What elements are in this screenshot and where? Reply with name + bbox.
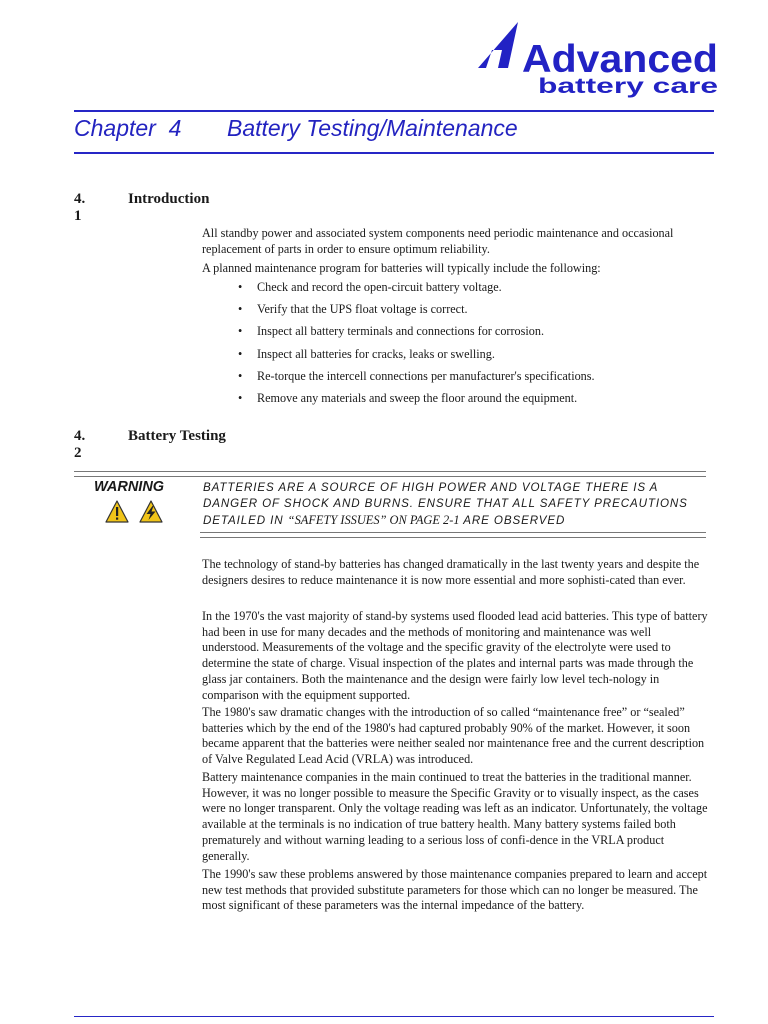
- footer-rule: [74, 1016, 714, 1017]
- logo-word-battery-care: battery care: [538, 75, 718, 98]
- section-title: Battery Testing: [128, 428, 226, 444]
- body-paragraph: The technology of stand-by batteries has changed dramatically in the last twenty years and despite the designers desires to reduce maintenance it is now more essential and more sophisti-cated than ever.: [202, 557, 700, 587]
- intro-paragraph: All standby power and associated system components need periodic maintenance and occasional replacement of parts in order to ensure optimum reliability.: [202, 226, 674, 256]
- logo-word-advanced: Advanced: [522, 38, 718, 81]
- warning-rule-bottom: [200, 532, 706, 538]
- warning-rule-top: [74, 471, 706, 477]
- company-logo: [470, 18, 722, 104]
- section-number: 4. 1: [74, 191, 86, 224]
- chapter-name: Battery Testing/Maintenance: [227, 115, 518, 141]
- warning-label: WARNING: [94, 479, 165, 495]
- body-paragraph: The 1980's saw dramatic changes with the introduction of so called “maintenance free” or “sealed” batteries which by the end of the 1980's had captured probably 90% of the market. However, it soon became apparent that the batteries were neither sealed nor maintenance free and the current description of Valve Regulated Lead Acid (VRLA) was introduced.: [202, 705, 705, 767]
- body-paragraph: In the 1970's the vast majority of stand-by systems used flooded lead acid batteries. This type of battery had been in use for many decades and the methods of monitoring and maintenance was well understood. Measurements of the voltage and the specific gravity of the electrolyte were used to determine the state of charge. Visual inspection of the plates and internal parts was made through the glass jar containers. Both the maintenance and the design were fairly low level tech-nology in comparison with the equipment supported.: [202, 609, 708, 702]
- chapter-title-bar: [74, 110, 714, 154]
- body-paragraph: The 1990's saw these problems answered by those maintenance companies prepared to learn and accept new test methods that provided substitute parameters for those which can no longer be measured. The most significant of these parameters was the internal impedance of the battery.: [202, 867, 708, 913]
- electrical-hazard-icon: [140, 501, 162, 522]
- warning-text: BATTERIES ARE A SOURCE OF HIGH POWER AND VOLTAGE THERE IS A DANGER OF SHOCK AND BURNS. ENSURE THAT ALL SAFETY PRECAUTIONS DETAILED IN “SAFETY ISSUES” ON PAGE 2-1 ARE OBSERVED: [203, 481, 688, 527]
- warning-cross-reference: “SAFETY ISSUES” ON PAGE 2-1: [287, 513, 460, 527]
- body-paragraph: Battery maintenance companies in the main continued to treat the batteries in the traditional manner. However, it was no longer possible to measure the Specific Gravity or to visually inspect, as the cases were no longer transparent. Only the voltage reading was left as an indicator. Unfortunately, the voltage available at the terminals is no indication of true battery health. Many battery systems failed both prematurely and without warning leading to a serious loss of confi-dence in the VRLA product generally.: [202, 770, 708, 863]
- section-number: 4. 2: [74, 428, 86, 461]
- warning-icons: [105, 500, 167, 524]
- section-title: Introduction: [128, 191, 210, 207]
- intro-list-lead: A planned maintenance program for batteries will typically include the following:: [202, 261, 601, 275]
- logo-a-swoosh: [478, 22, 518, 68]
- warning-triangle-icon: [106, 501, 128, 522]
- chapter-number: Chapter 4: [74, 115, 182, 141]
